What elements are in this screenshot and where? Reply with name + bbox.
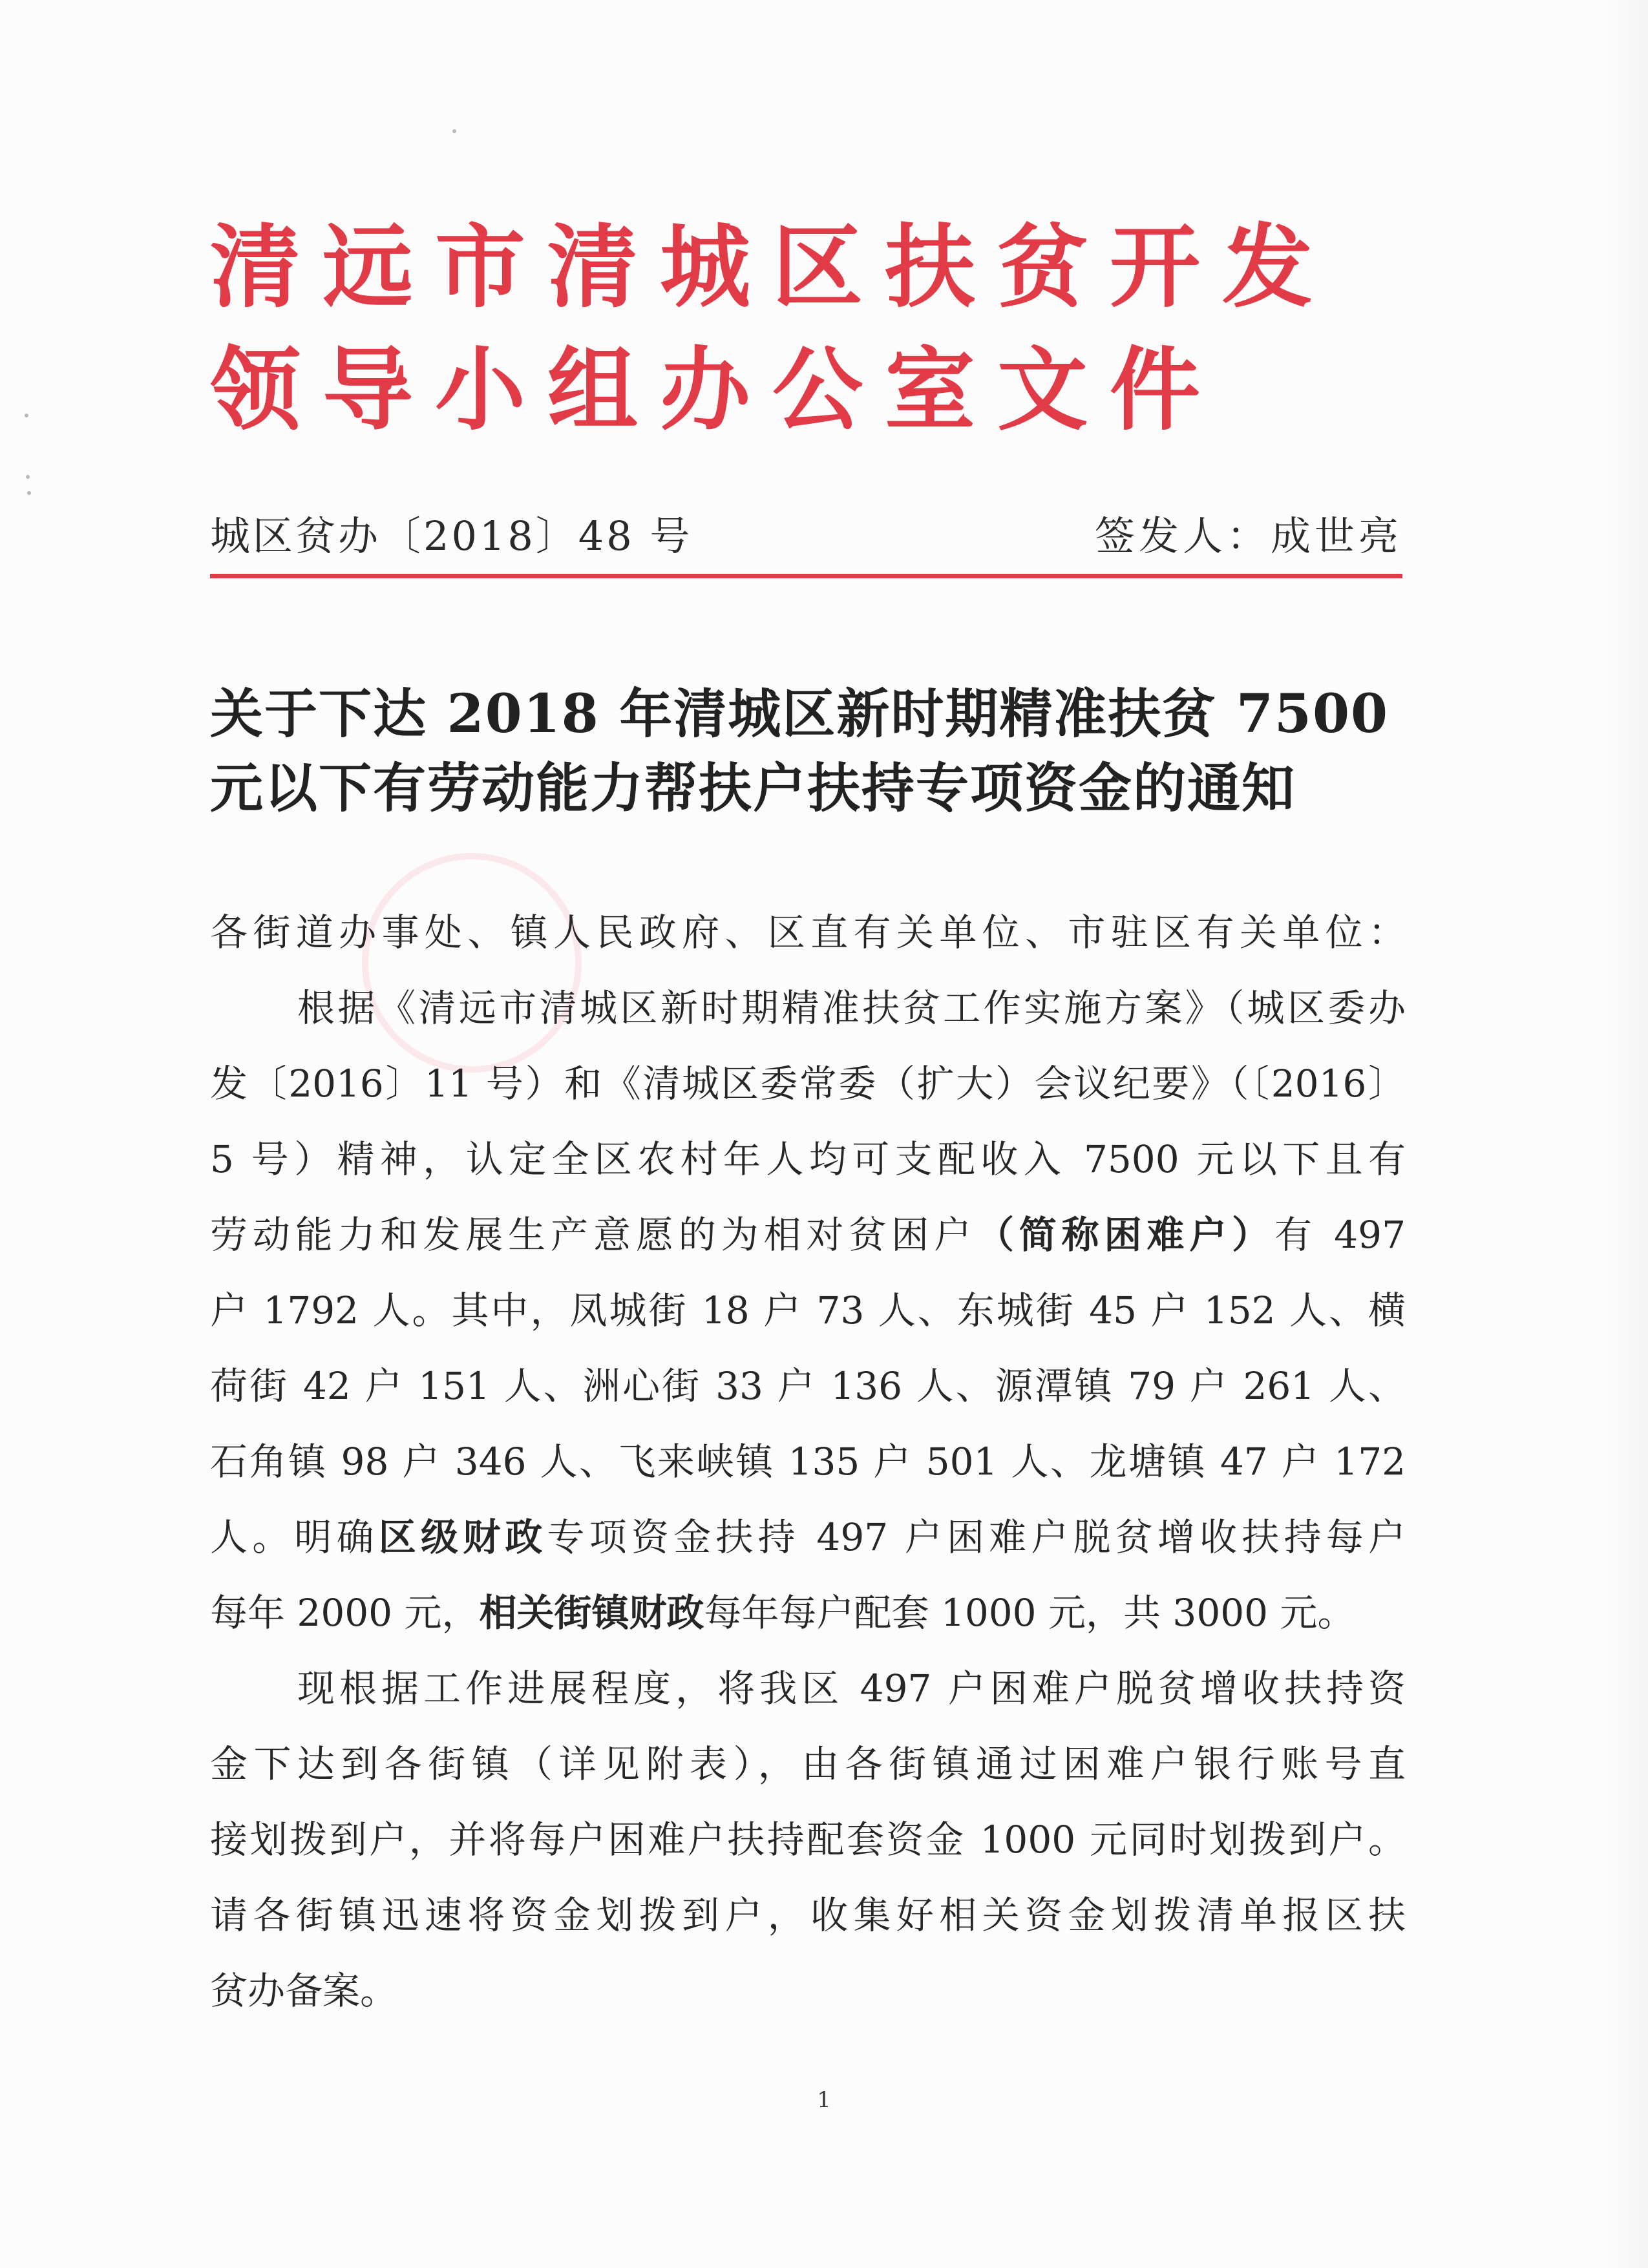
page-number: 1 <box>817 2087 831 2113</box>
issuer-signatory: 签发人：成世亮 <box>1094 512 1402 560</box>
text-run: 有 497 <box>1274 1213 1406 1257</box>
paragraph-line <box>210 1575 1406 1651</box>
paragraph-line: 现根据工作进展程度，将我区 497 户困难户脱贫增收扶持资 <box>297 1666 1406 1710</box>
paragraph-line: 石角镇 98 户 346 人、飞来峡镇 135 户 501 人、龙塘镇 47 户 172 <box>210 1440 1406 1484</box>
scan-speck <box>452 129 456 133</box>
addressee-line: 各街道办事处、镇人民政府、区直有关单位、市驻区有关单位： <box>210 910 1406 954</box>
bold-text-run: 相关街镇财政 <box>479 1591 704 1635</box>
paragraph-line: 5 号）精神，认定全区农村年人均可支配收入 7500 元以下且有 <box>210 1137 1406 1181</box>
paragraph-line: 荷街 42 户 151 人、洲心街 33 户 136 人、源潭镇 79 户 261 人、 <box>210 1364 1406 1408</box>
text-run: 劳动能力和发展生产意愿的为相对贫困户 <box>210 1213 977 1257</box>
paragraph-line: 根据《清远市清城区新时期精准扶贫工作实施方案》（城区委办 <box>297 986 1406 1030</box>
document-title-line: 元以下有劳动能力帮扶户扶持专项资金的通知 <box>210 757 1296 819</box>
red-separator-line <box>210 574 1402 578</box>
bold-text-run: 区级财政 <box>378 1515 547 1559</box>
scan-speck <box>27 491 31 495</box>
text-run: 每年 2000 元， <box>210 1591 480 1635</box>
scan-speck <box>25 414 28 417</box>
paragraph-line: 发〔2016〕11 号）和《清城区委常委（扩大）会议纪要》（〔2016〕 <box>210 1062 1406 1106</box>
paragraph-line <box>210 1500 1406 1575</box>
bold-text-run: （简称困难户） <box>976 1213 1275 1257</box>
document-body <box>210 895 1406 2029</box>
paragraph-line: 户 1792 人。其中，凤城街 18 户 73 人、东城街 45 户 152 人、横 <box>210 1288 1406 1332</box>
paragraph-line: 金下达到各街镇（详见附表），由各街镇通过困难户银行账号直 <box>210 1742 1406 1786</box>
text-run: 每年每户配套 1000 元，共 3000 元。 <box>704 1591 1355 1635</box>
issuing-office-title: 领导小组办公室文件 <box>210 338 1223 443</box>
scan-speck <box>26 475 30 479</box>
paragraph-line: 请各街镇迅速将资金划拨到户，收集好相关资金划拨清单报区扶 <box>210 1893 1406 1937</box>
paragraph-line: 贫办备案。 <box>210 1969 398 2013</box>
scan-edge-shadow <box>1603 0 1648 2268</box>
text-run: 人。明确 <box>210 1515 379 1559</box>
paragraph-line <box>210 1197 1406 1273</box>
issuing-office-title: 清远市清城区扶贫开发 <box>210 215 1335 320</box>
document-number: 城区贫办〔2018〕48 号 <box>210 512 693 560</box>
text-run: 专项资金扶持 497 户困难户脱贫增收扶持每户 <box>547 1515 1406 1559</box>
paragraph-line: 接划拨到户，并将每户困难户扶持配套资金 1000 元同时划拨到户。 <box>210 1818 1406 1862</box>
document-meta <box>210 504 1402 562</box>
document-title-line: 关于下达 2018 年清城区新时期精准扶贫 7500 <box>210 683 1389 745</box>
